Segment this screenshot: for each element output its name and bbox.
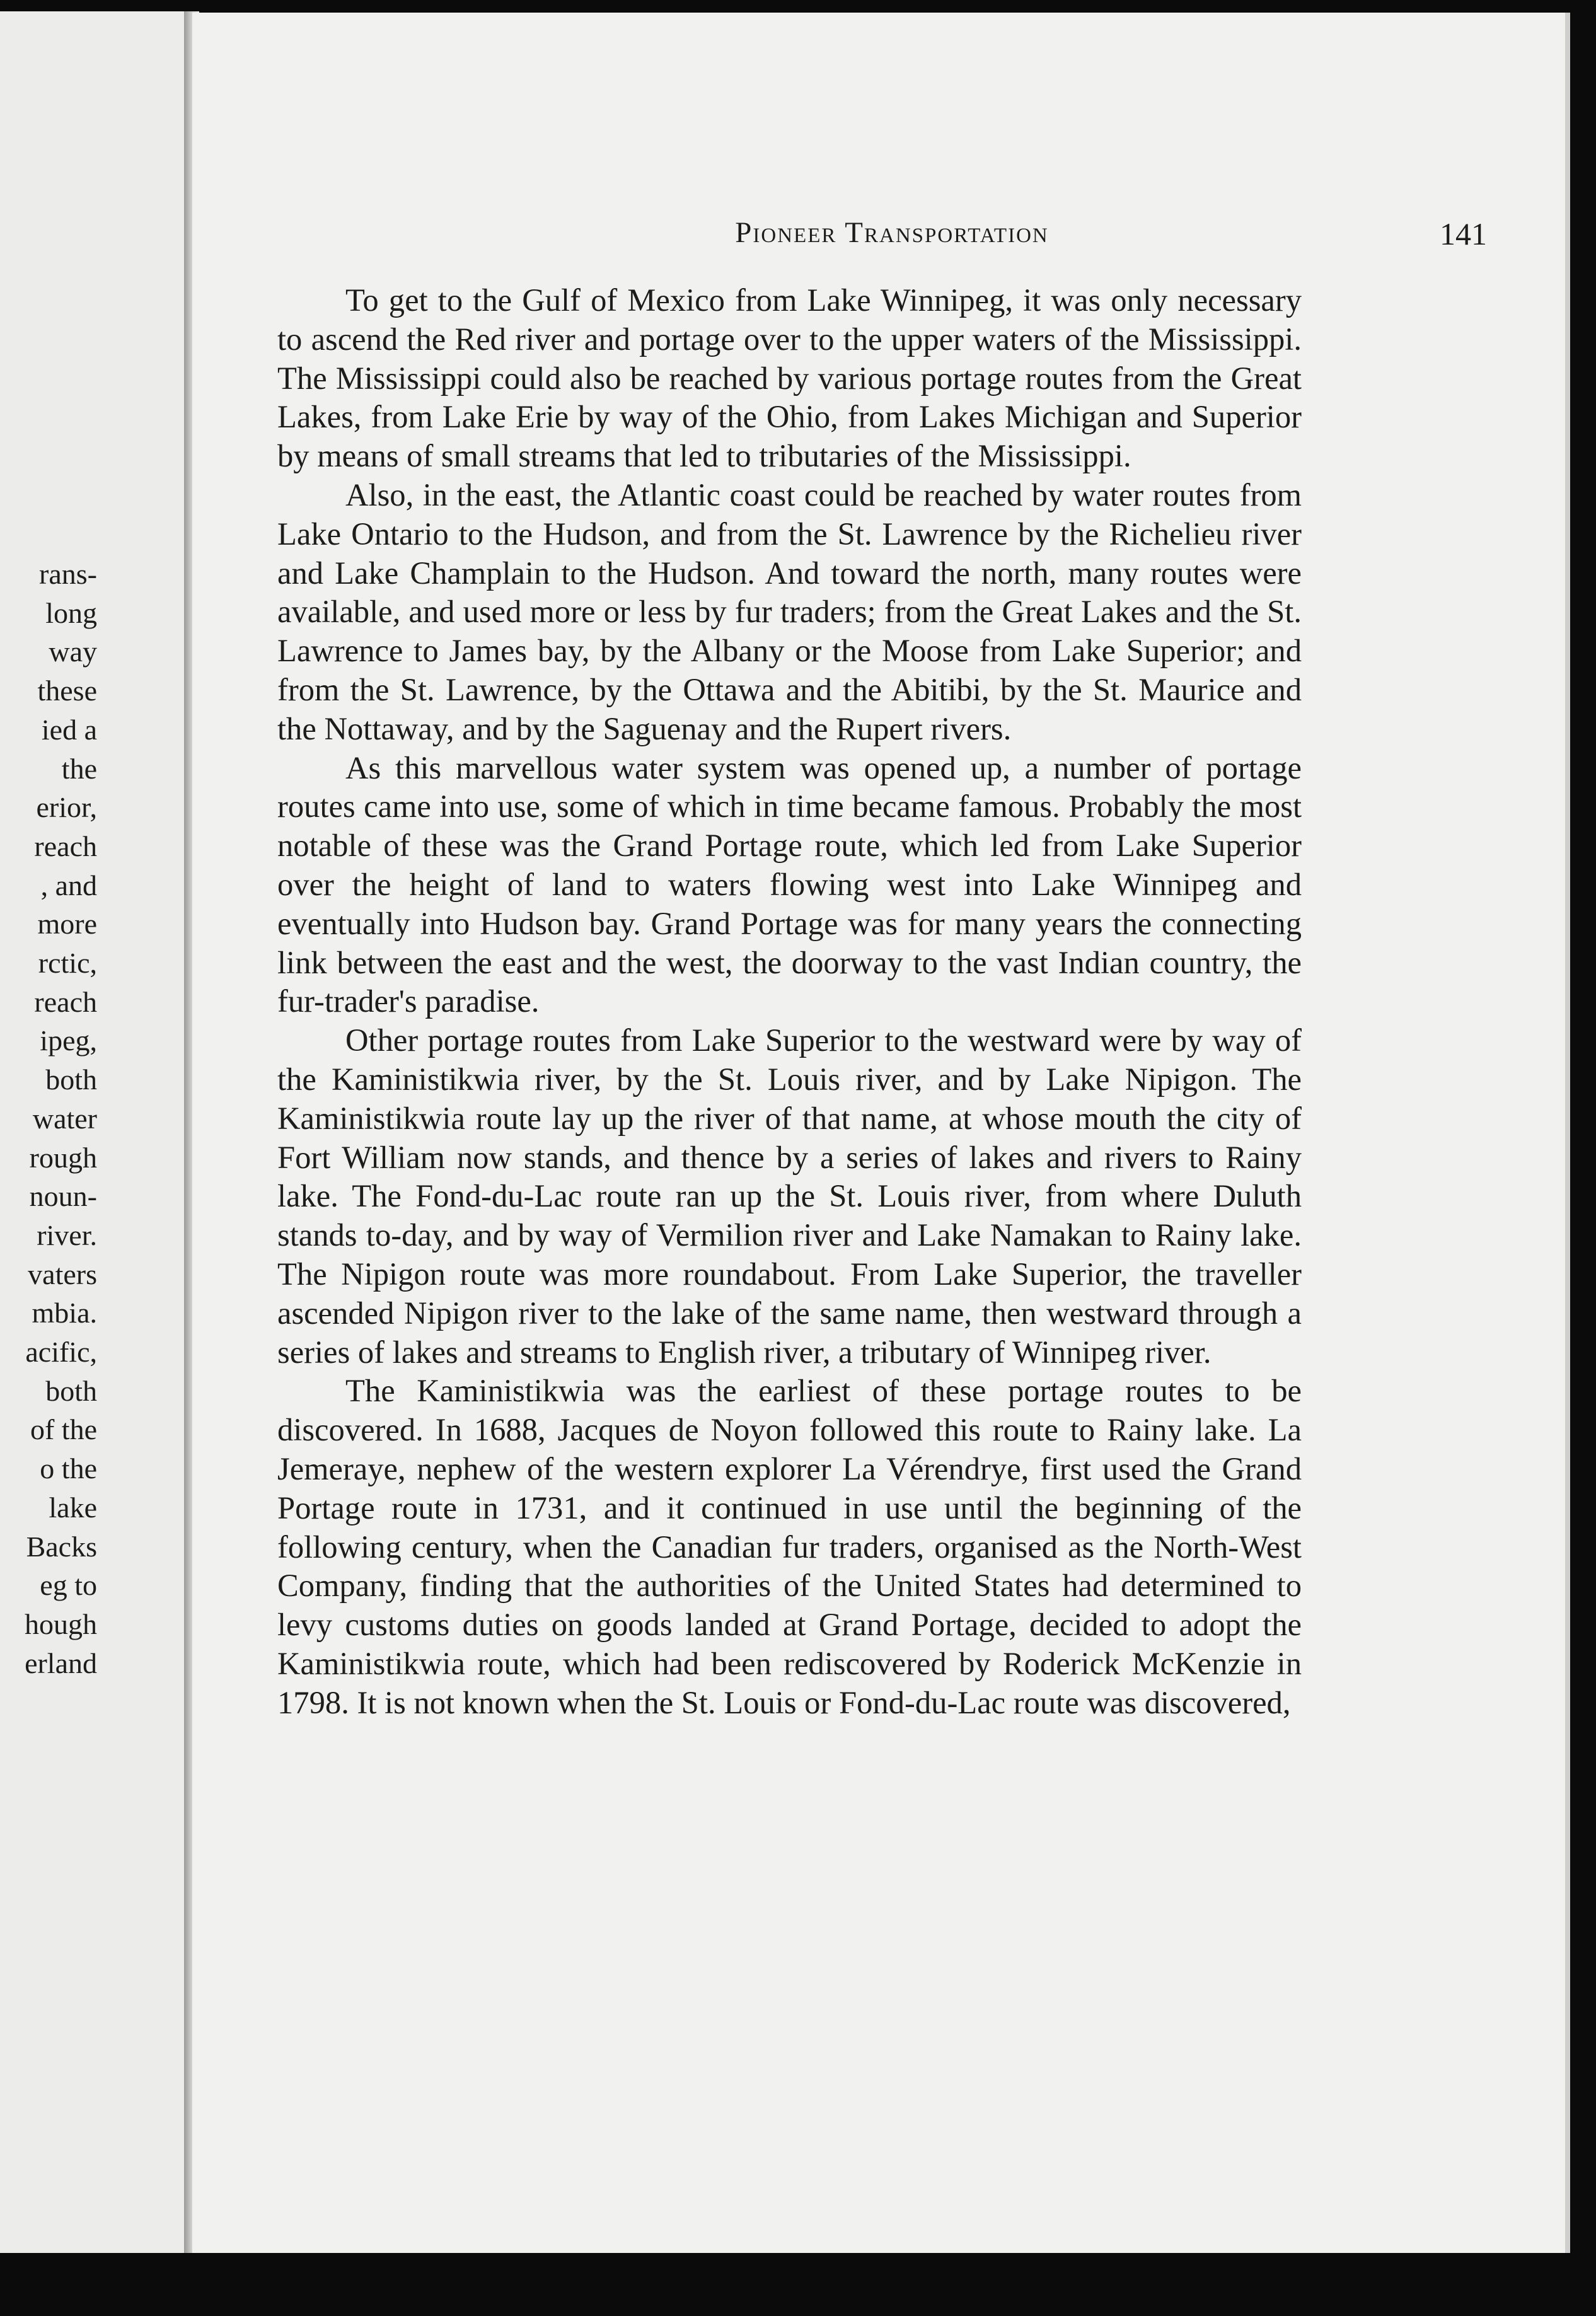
fragment-line: mbia. bbox=[32, 1297, 97, 1329]
facing-page-edge bbox=[0, 11, 184, 2253]
running-head bbox=[192, 216, 1565, 253]
fragment-line: long bbox=[45, 596, 97, 629]
page-number: 141 bbox=[1440, 216, 1487, 252]
fragment-line: , and bbox=[40, 869, 97, 901]
fragment-line: hough bbox=[25, 1607, 97, 1640]
fragment-line: water bbox=[32, 1102, 97, 1135]
fragment-line: reach bbox=[34, 985, 97, 1018]
paragraph: As this marvellous water system was opened up, a number of portage routes came into use, some of which in time became famous. Probably the most notable of these was the Grand Portage route, which led from Lake Superior over the height of land to waters flowing west into Lake Winnipeg and eventually into Hudson bay. Grand Portage was for many years the connecting link between the east and the west, the doorway to the vast Indian country, the fur-trader's paradise. bbox=[277, 750, 1302, 1019]
fragment-line: lake bbox=[49, 1491, 97, 1524]
paragraph: Also, in the east, the Atlantic coast could be reached by water routes from Lake Ontario to the Hudson, and from the St. Lawrence by the Richelieu river and Lake Champlain to the Hudson. And toward the north, many routes were available, and used more or less by fur traders; from the Great Lakes and the St. Lawrence to James bay, by the Albany or the Moose from Lake Superior; and from the St. Lawrence, by the Ottawa and the Abitibi, by the St. Maurice and the Nottaway, and by the Saguenay and the Rupert rivers. bbox=[277, 477, 1302, 746]
fragment-line: noun- bbox=[29, 1180, 97, 1213]
fragment-line: ipeg, bbox=[40, 1024, 97, 1057]
fragment-line: o the bbox=[40, 1452, 97, 1485]
running-head-title: Pioneer Transportation bbox=[735, 216, 1049, 249]
fragment-line: rans- bbox=[39, 558, 97, 590]
fragment-line: way bbox=[49, 635, 97, 668]
fragment-line: these bbox=[37, 675, 97, 707]
fragment-line: rough bbox=[29, 1141, 97, 1174]
fragment-line: reach bbox=[34, 830, 97, 862]
fragment-line: ied a bbox=[41, 713, 97, 746]
fragment-line: the bbox=[61, 752, 97, 785]
fragment-line: acific, bbox=[25, 1336, 97, 1369]
paragraph: The Kaministikwia was the earliest of these portage routes to be discovered. In 1688, Jacques de Noyon followed this route to Rainy lake. La Jemeraye, nephew of the western explorer La Vérendrye, first used the Grand Portage route in 1731, and it continued in use until the beginning of the following century, when the Canadian fur traders, organised as the North-West Company, finding that the authorities of the United States had determined to levy customs duties on goods landed at Grand Portage, decided to adopt the Kaministikwia route, which had been rediscovered by Roderick McKenzie in 1798. It is not known when the St. Louis or Fond-du-Lac route was discovered, bbox=[277, 1373, 1302, 1720]
fragment-line: erland bbox=[25, 1647, 97, 1679]
facing-page-fragments bbox=[0, 555, 184, 1682]
body-text bbox=[277, 281, 1302, 1722]
fragment-line: erior, bbox=[36, 791, 97, 824]
fragment-line: both bbox=[45, 1374, 97, 1407]
fragment-line: Backs bbox=[26, 1530, 97, 1563]
fragment-line: rctic, bbox=[38, 947, 97, 980]
page-edge bbox=[1565, 13, 1570, 2253]
book-page bbox=[192, 13, 1565, 2253]
fragment-line: river. bbox=[37, 1219, 97, 1251]
paragraph: To get to the Gulf of Mexico from Lake Winnipeg, it was only necessary to ascend the Red river and portage over to the upper waters of the Mississippi. The Mississippi could also be reached by various portage routes from the Great Lakes, from Lake Erie by way of the Ohio, from Lakes Michigan and Superior by means of small streams that led to tributaries of the Mississippi. bbox=[277, 282, 1302, 474]
fragment-line: of the bbox=[30, 1413, 97, 1446]
fragment-line: vaters bbox=[28, 1258, 97, 1290]
paragraph: Other portage routes from Lake Superior to the westward were by way of the Kaministikwia river, by the St. Louis river, and by Lake Nipigon. The Kaministikwia route lay up the river of that name, at whose mouth the city of Fort William now stands, and thence by a series of lakes and rivers to Rainy lake. The Fond-du-Lac route ran up the St. Louis river, from where Duluth stands to-day, and by way of Vermilion river and Lake Namakan to Rainy lake. The Nipigon route was more roundabout. From Lake Superior, the traveller ascended Nipigon river to the lake of the same name, then westward through a series of lakes and streams to English river, a tributary of Winnipeg river. bbox=[277, 1022, 1302, 1370]
fragment-line: both bbox=[45, 1063, 97, 1096]
fragment-line: more bbox=[37, 908, 97, 941]
fragment-line: eg to bbox=[40, 1569, 97, 1602]
